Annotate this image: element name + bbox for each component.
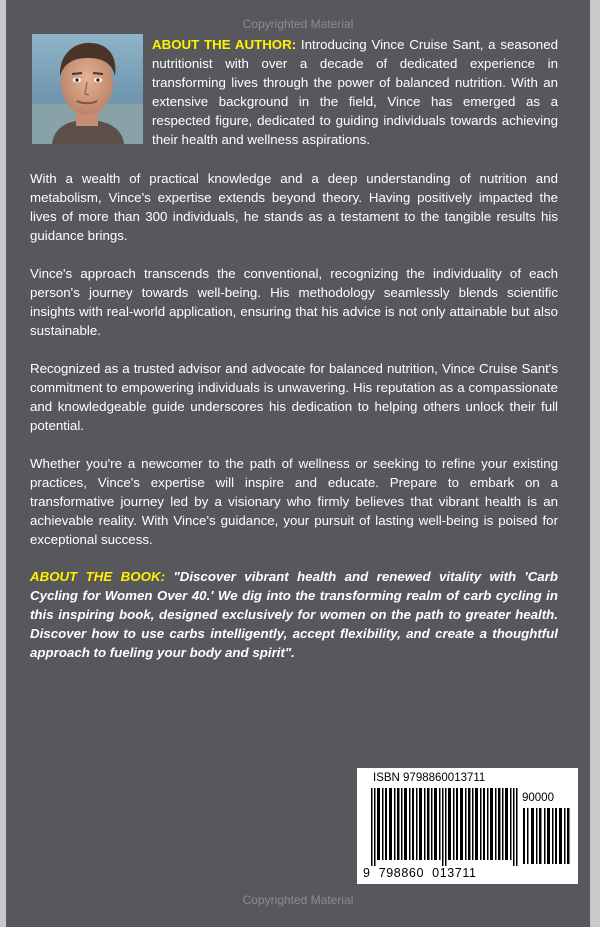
back-cover	[6, 0, 590, 927]
price-barcode-bars	[523, 808, 571, 864]
author-paragraph-2: With a wealth of practical knowledge and a deep understanding of nutrition and metabolism, Vince's expertise extends beyond theory. Having positively impacted the lives of more than 300 individuals, he stands as a testament to the tangible results his guidance brings.	[30, 171, 558, 244]
barcode-bars	[371, 788, 521, 866]
watermark-bottom: Copyrighted Material	[242, 893, 354, 907]
about-book-label: ABOUT THE BOOK:	[30, 569, 166, 584]
about-book-paragraph	[30, 567, 558, 662]
barcode-digits: 9 798860 013711	[363, 866, 477, 880]
about-book-text: "Discover vibrant health and renewed vitality with 'Carb Cycling for Women Over 40.' We dig into the transforming realm of carb cycling in this inspiring book, designed exclusively for women on the path to greater health. Discover how to use carbs intelligently, accept flexibility, and create a thoughtful approach to fueling your body and spirit".	[30, 569, 559, 661]
isbn-label: ISBN 9798860013711	[373, 772, 486, 784]
author-paragraph-4: Recognized as a trusted advisor and advocate for balanced nutrition, Vince Cruise Sant's commitment to empowering individuals is unwavering. His reputation as a compassionate and knowledgeable guide underscores his dedication to helping others unlock their full potential.	[30, 361, 558, 434]
author-paragraph-3: Vince's approach transcends the conventional, recognizing the individuality of each person's journey towards well-being. His methodology seamlessly blends scientific insights with real-world application, ensuring that his advice is not only attainable but also sustainable.	[30, 266, 558, 339]
author-photo	[32, 34, 143, 144]
price-code: 90000	[522, 792, 554, 804]
about-author-intro-text: Introducing Vince Cruise Sant, a seasoned nutritionist with over a decade of dedicated experience in transforming lives through the power of balanced nutrition. With an extensive background in the field, Vince has emerged as a respected figure, dedicated to guiding individuals towards achieving their health and wellness aspirations.	[152, 37, 558, 148]
watermark-top: Copyrighted Material	[242, 17, 354, 31]
about-author-intro	[152, 35, 558, 150]
about-author-label: ABOUT THE AUTHOR:	[152, 37, 297, 52]
isbn-barcode-box	[357, 768, 578, 884]
author-paragraph-5: Whether you're a newcomer to the path of wellness or seeking to refine your existing practices, Vince's expertise will inspire and educate. Prepare to embark on a transformative journey led by a visionary who firmly believes that vibrant health is an achievable reality. With Vince's guidance, your pursuit of lasting well-being is poised for exceptional success.	[30, 456, 558, 548]
